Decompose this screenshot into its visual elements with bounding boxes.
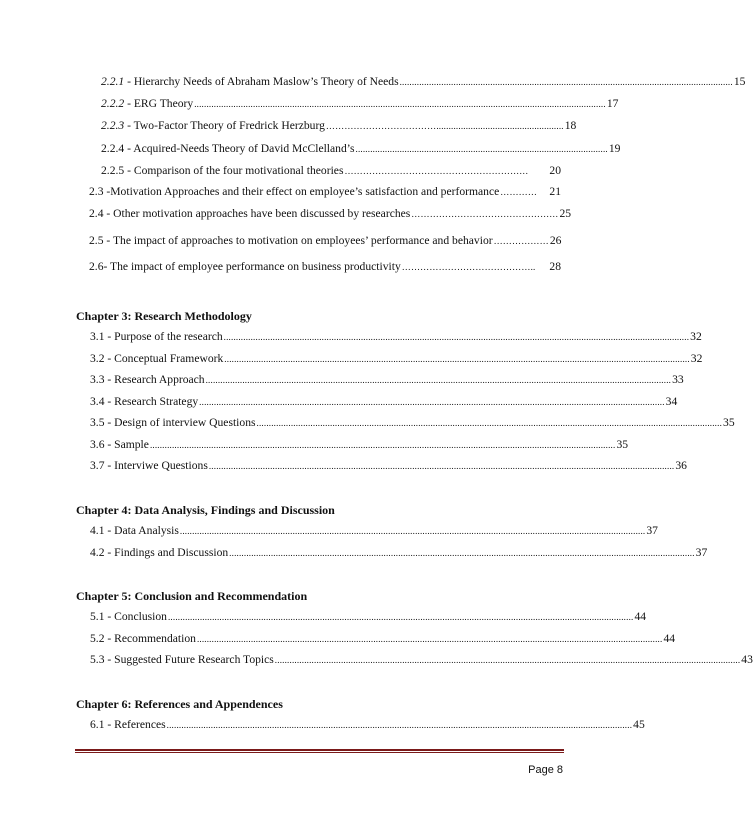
toc-entry-5-1 bbox=[90, 610, 647, 624]
entry-page: 25 bbox=[559, 207, 572, 220]
dot-leader: ........................................................................................................................................................................ bbox=[194, 99, 606, 109]
toc-entry-3-6 bbox=[90, 438, 629, 452]
toc-entry-6-1 bbox=[90, 718, 645, 732]
dot-leader: ………… bbox=[500, 187, 538, 197]
toc-entry-4-1 bbox=[90, 524, 658, 538]
dot-leader: .............................................................................................................................................................................................. bbox=[167, 612, 634, 622]
entry-title: 2.6- The impact of employee performance on business productivity bbox=[89, 260, 401, 273]
entry-page: 32 bbox=[690, 330, 702, 343]
chapter-4-heading: Chapter 4: Data Analysis, Findings and Discussion bbox=[76, 503, 335, 517]
toc-entry-2-4 bbox=[89, 207, 572, 221]
toc-entry-2-2-4 bbox=[101, 142, 621, 156]
entry-title: 3.6 - Sample bbox=[90, 438, 149, 451]
page-number: Page 8 bbox=[528, 764, 563, 776]
entry-title: 2.2.4 - Acquired-Needs Theory of David McClelland’s bbox=[101, 142, 355, 155]
toc-entry-2-2-3 bbox=[101, 119, 577, 133]
entry-page: 18 bbox=[564, 119, 577, 132]
toc-entry-2-2-1 bbox=[101, 75, 746, 89]
entry-page: 28 bbox=[549, 260, 561, 273]
entry-page: 20 bbox=[549, 164, 561, 177]
toc-entry-2-6 bbox=[89, 260, 561, 274]
toc-entry-3-5 bbox=[90, 416, 735, 430]
chapter-3-heading: Chapter 3: Research Methodology bbox=[76, 309, 252, 323]
entry-page: 43 bbox=[741, 653, 753, 666]
entry-number: 2.2.1 bbox=[101, 75, 125, 88]
entry-page: 35 bbox=[723, 416, 735, 429]
toc-entry-5-3 bbox=[90, 653, 753, 667]
entry-title: 3.7 - Interviwe Questions bbox=[90, 459, 208, 472]
entry-title: 2.5 - The impact of approaches to motivation on employees’ performance and behavior bbox=[89, 234, 493, 247]
entry-page: 19 bbox=[608, 142, 621, 155]
toc-entry-2-2-2 bbox=[101, 97, 619, 111]
entry-page: 44 bbox=[634, 610, 647, 623]
entry-title: 5.1 - Conclusion bbox=[90, 610, 167, 623]
toc-entry-2-3 bbox=[89, 185, 561, 199]
dot-leader: ........................................................................................................................................ bbox=[399, 77, 733, 87]
entry-page: 44 bbox=[663, 632, 676, 645]
entry-page: 35 bbox=[616, 438, 629, 451]
dot-leader: …………………………………….. bbox=[401, 262, 536, 272]
entry-title: 3.1 - Purpose of the research bbox=[90, 330, 223, 343]
entry-page: 21 bbox=[549, 185, 561, 198]
entry-title: 5.3 - Suggested Future Research Topics bbox=[90, 653, 274, 666]
dot-leader: ....................................................................................................... bbox=[355, 144, 608, 154]
entry-page: 45 bbox=[633, 718, 645, 731]
dot-leader: .............................................................................................................................................................................................. bbox=[166, 720, 633, 730]
dot-leader: .............................................................................................................................................................................................. bbox=[256, 418, 723, 428]
dot-leader: .............................................................................................................................................................................................. bbox=[149, 440, 616, 450]
entry-title: 2.3 -Motivation Approaches and their effect on employee’s satisfaction and performance bbox=[89, 185, 500, 198]
footer-rule-thin bbox=[75, 752, 564, 753]
entry-title: - Two-Factor Theory of Fredrick Herzburg bbox=[124, 119, 325, 132]
dot-leader: ……………… bbox=[493, 236, 549, 246]
dot-leader: .............................................................................................................................................................................................. bbox=[205, 375, 672, 385]
dot-leader: .............................................................................................................................................................................................. bbox=[208, 461, 675, 471]
entry-title: 2.2.5 - Comparison of the four motivational theories bbox=[101, 164, 344, 177]
chapter-5-heading: Chapter 5: Conclusion and Recommendation bbox=[76, 589, 308, 603]
toc-entry-3-4 bbox=[90, 395, 678, 409]
toc-entry-2-2-5 bbox=[101, 164, 561, 178]
entry-title: 3.2 - Conceptual Framework bbox=[90, 352, 224, 365]
entry-page: 34 bbox=[665, 395, 678, 408]
toc-entry-4-2 bbox=[90, 546, 708, 560]
entry-title: 3.4 - Research Strategy bbox=[90, 395, 199, 408]
entry-page: 17 bbox=[606, 97, 619, 110]
toc-entry-3-2 bbox=[90, 352, 703, 366]
entry-title: 5.2 - Recommendation bbox=[90, 632, 196, 645]
dot-leader: .............................................................................................................................................................................................. bbox=[179, 526, 646, 536]
entry-number: 2.2.2 bbox=[101, 97, 125, 110]
entry-page: 26 bbox=[549, 234, 562, 247]
entry-title: 2.4 - Other motivation approaches have been discussed by researches bbox=[89, 207, 411, 220]
entry-page: 36 bbox=[675, 459, 687, 472]
dot-leader: ………………………………………… bbox=[411, 209, 559, 219]
entry-title: 3.5 - Design of interview Questions bbox=[90, 416, 256, 429]
entry-title: 4.2 - Findings and Discussion bbox=[90, 546, 229, 559]
dot-leader: .............................................................................................................................................................................................. bbox=[274, 655, 741, 665]
entry-title: - Hierarchy Needs of Abraham Maslow’s Theory of Needs bbox=[124, 75, 399, 88]
dot-leader: .............................................................................................................................................................................................. bbox=[196, 634, 663, 644]
toc-entry-5-2 bbox=[90, 632, 676, 646]
toc-entry-3-7 bbox=[90, 459, 687, 473]
dot-leader: .............................................................................................................................................................................................. bbox=[229, 548, 695, 558]
entry-page: 37 bbox=[646, 524, 658, 537]
toc-entry-2-5 bbox=[89, 234, 561, 248]
entry-title: - ERG Theory bbox=[124, 97, 194, 110]
dot-leader: ……………………………….................................................... bbox=[325, 121, 564, 131]
dot-leader: .............................................................................................................................................................................................. bbox=[224, 354, 690, 364]
entry-number: 2.2.3 bbox=[101, 119, 125, 132]
entry-title: 3.3 - Research Approach bbox=[90, 373, 205, 386]
dot-leader: …………………………………………………… bbox=[344, 166, 529, 176]
chapter-6-heading: Chapter 6: References and Appendences bbox=[76, 697, 283, 711]
entry-page: 33 bbox=[672, 373, 684, 386]
toc-entry-3-3 bbox=[90, 373, 684, 387]
entry-page: 32 bbox=[690, 352, 703, 365]
entry-page: 15 bbox=[733, 75, 746, 88]
entry-page: 37 bbox=[695, 546, 708, 559]
entry-title: 4.1 - Data Analysis bbox=[90, 524, 179, 537]
dot-leader: .............................................................................................................................................................................................. bbox=[223, 332, 690, 342]
dot-leader: .............................................................................................................................................................................................. bbox=[199, 397, 665, 407]
toc-entry-3-1 bbox=[90, 330, 702, 344]
footer-rule-thick bbox=[75, 749, 564, 751]
entry-title: 6.1 - References bbox=[90, 718, 166, 731]
